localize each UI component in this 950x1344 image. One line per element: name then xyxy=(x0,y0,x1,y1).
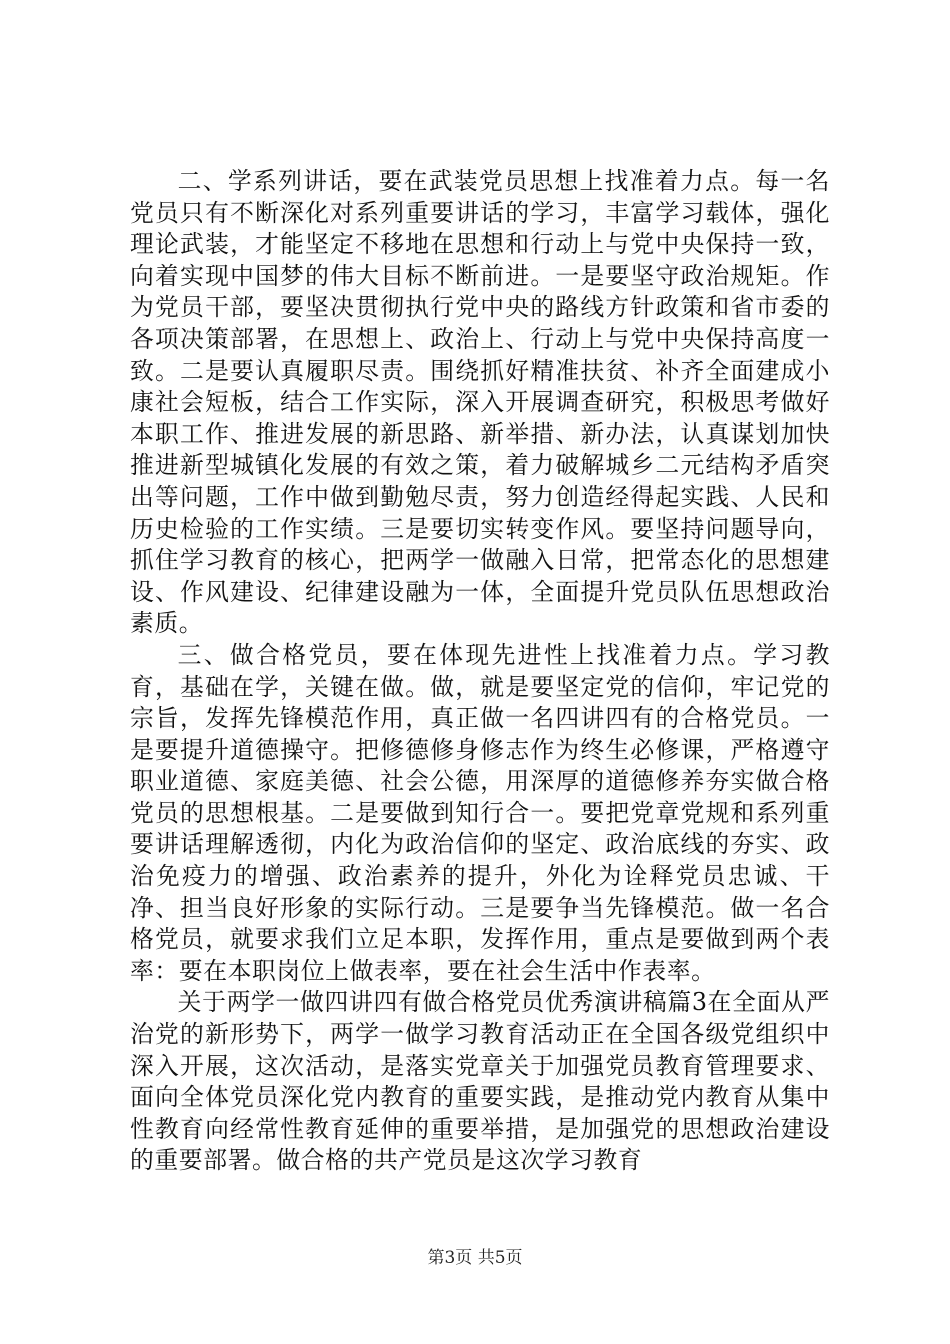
page-number-footer: 第3页 共5页 xyxy=(427,1248,523,1268)
paragraph-qualified-member: 三、做合格党员，要在体现先进性上找准着力点。学习教育，基础在学，关键在做。做，就是要坚定党的信仰，牢记党的宗旨，发挥先锋模范作用，真正做一名四讲四有的合格党员。一是要提升道德操守。把修德修身修志作为终生必修课，严格遵守职业道德、家庭美德、社会公德，用深厚的道德修养夯实做合格党员的思想根基。二是要做到知行合一。要把党章党规和系列重要讲话理解透彻，内化为政治信仰的坚定、政治底线的夯实、政治免疫力的增强、政治素养的提升，外化为诠释党员忠诚、干净、担当良好形象的实际行动。三是要争当先锋模范。做一名合格党员，就要求我们立足本职，发挥作用，重点是要做到两个表率：要在本职岗位上做表率，要在社会生活中作表率。 xyxy=(130,640,830,985)
paragraph-study-speeches: 二、学系列讲话，要在武装党员思想上找准着力点。每一名党员只有不断深化对系列重要讲话的学习，丰富学习载体，强化理论武装，才能坚定不移地在思想和行动上与党中央保持一致，向着实现中国梦的伟大目标不断前进。一是要坚守政治规矩。作为党员干部，要坚决贯彻执行党中央的路线方针政策和省市委的各项决策部署，在思想上、政治上、行动上与党中央保持高度一致。二是要认真履职尽责。围绕抓好精准扶贫、补齐全面建成小康社会短板，结合工作实际，深入开展调查研究，积极思考做好本职工作、推进发展的新思路、新举措、新办法，认真谋划加快推进新型城镇化发展的有效之策，着力破解城乡二元结构矛盾突出等问题，工作中做到勤勉尽责，努力创造经得起实践、人民和历史检验的工作实绩。三是要切实转变作风。要坚持问题导向，抓住学习教育的核心，把两学一做融入日常，把常态化的思想建设、作风建设、纪律建设融为一体，全面提升党员队伍思想政治素质。 xyxy=(130,167,830,638)
document-body xyxy=(130,166,830,1177)
paragraph-speech-3: 关于两学一做四讲四有做合格党员优秀演讲稿篇3在全面从严治党的新形势下，两学一做学习教育活动正在全国各级党组织中深入开展，这次活动，是落实党章关于加强党员教育管理要求、面向全体党员深化党内教育的重要实践，是推动党内教育从集中性教育向经常性教育延伸的重要举措，是加强党的思想政治建设的重要部署。做合格的共产党员是这次学习教育 xyxy=(130,988,830,1175)
